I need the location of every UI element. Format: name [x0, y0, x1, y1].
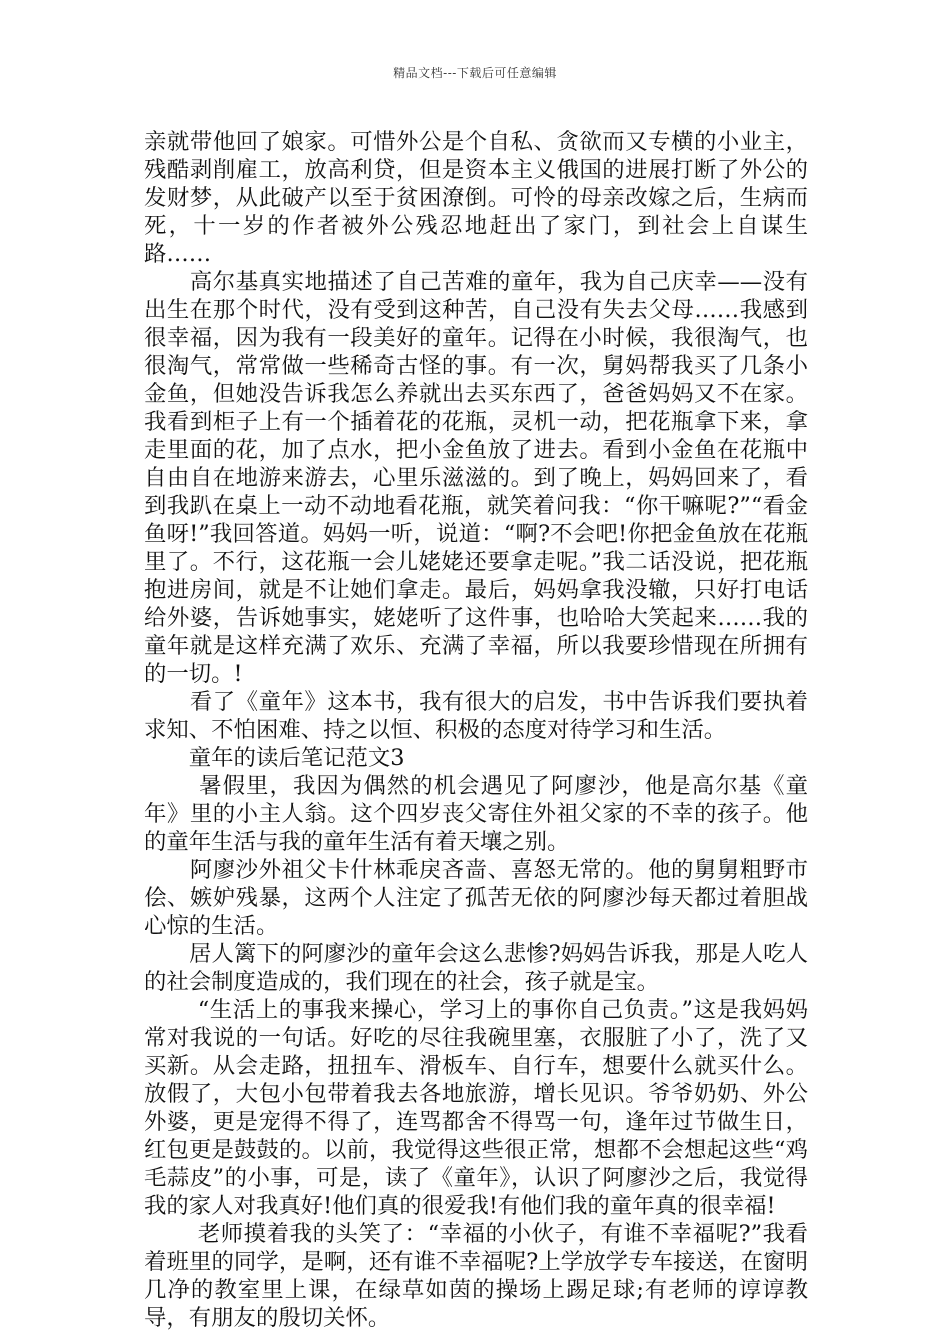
paragraph-society: 居人篱下的阿廖沙的童年会这么悲惨?妈妈告诉我，那是人吃人的社会制度造成的，我们现在的社会，孩子就是宝。 [144, 941, 808, 995]
paragraph-summer-meeting: 暑假里，我因为偶然的机会遇见了阿廖沙，他是高尔基《童年》里的小主人翁。这个四岁丧父寄住外祖父家的不幸的孩子。他的童年生活与我的童年生活有着天壤之别。 [144, 773, 808, 855]
paragraph-intro-continued: 亲就带他回了娘家。可惜外公是个自私、贪欲而又专横的小业主，残酷剥削雇工，放高利贷，但是资本主义俄国的进展打断了外公的发财梦，从此破产以至于贫困潦倒。可怜的母亲改嫁之后，生病而死，十一岁的作者被外公残忍地赶出了家门，到社会上自谋生路…… [144, 129, 808, 267]
paragraph-grandfather: 阿廖沙外祖父卡什林乖戾吝啬、喜怒无常的。他的舅舅粗野市侩、嫉妒残暴，这两个人注定了孤苦无依的阿廖沙每天都过着胆战心惊的生活。 [144, 857, 808, 939]
document-body [144, 128, 808, 1332]
section-title: 童年的读后笔记范文3 [144, 745, 405, 771]
paragraph-inspiration: 看了《童年》这本书，我有很大的启发，书中告诉我们要执着求知、不怕困难、持之以恒、积极的态度对待学习和生活。 [144, 689, 808, 743]
page-header: 精品文档---下载后可任意编辑 [393, 66, 557, 80]
paragraph-teacher: 老师摸着我的头笑了：“幸福的小伙子，有谁不幸福呢?”我看着班里的同学，是啊，还有谁不幸福呢?上学放学专车接送，在窗明几净的教室里上课，在绿草如茵的操场上踢足球;有老师的谆谆教导，有朋友的殷切关怀。 [144, 1221, 808, 1331]
paragraph-childhood-story: 高尔基真实地描述了自己苦难的童年，我为自己庆幸——没有出生在那个时代，没有受到这种苦，自己没有失去父母……我感到很幸福，因为我有一段美好的童年。记得在小时候，我很淘气，也很淘气，常常做一些稀奇古怪的事。有一次，舅妈帮我买了几条小金鱼，但她没告诉我怎么养就出去买东西了，爸爸妈妈又不在家。我看到柜子上有一个插着花的花瓶，灵机一动，把花瓶拿下来，拿走里面的花，加了点水，把小金鱼放了进去。看到小金鱼在花瓶中自由自在地游来游去，心里乐滋滋的。到了晚上，妈妈回来了，看到我趴在桌上一动不动地看花瓶，就笑着问我：“你干嘛呢?”“看金鱼呀!”我回答道。妈妈一听，说道：“啊?不会吧!你把金鱼放在花瓶里了。不行，这花瓶一会儿姥姥还要拿走呢。”我二话没说，把花瓶抱进房间，就是不让她们拿走。最后，妈妈拿我没辙，只好打电话给外婆，告诉她事实，姥姥听了这件事，也哈哈大笑起来……我的童年就是这样充满了欢乐、充满了幸福，所以我要珍惜现在所拥有的一切。! [144, 269, 808, 687]
paragraph-family-care: “生活上的事我来操心，学习上的事你自己负责。”这是我妈妈常对我说的一句话。好吃的尽往我碗里塞，衣服脏了小了，洗了又买新。从会走路，扭扭车、滑板车、自行车，想要什么就买什么。放假了，大包小包带着我去各地旅游，增长见识。爷爷奶奶、外公外婆，更是宠得不得了，连骂都舍不得骂一句，逢年过节做生日，红包更是鼓鼓的。以前，我觉得这些很正常，想都不会想起这些“鸡毛蒜皮”的小事，可是，读了《童年》，认识了阿廖沙之后，我觉得我的家人对我真好!他们真的很爱我!有他们我的童年真的很幸福! [144, 997, 808, 1219]
